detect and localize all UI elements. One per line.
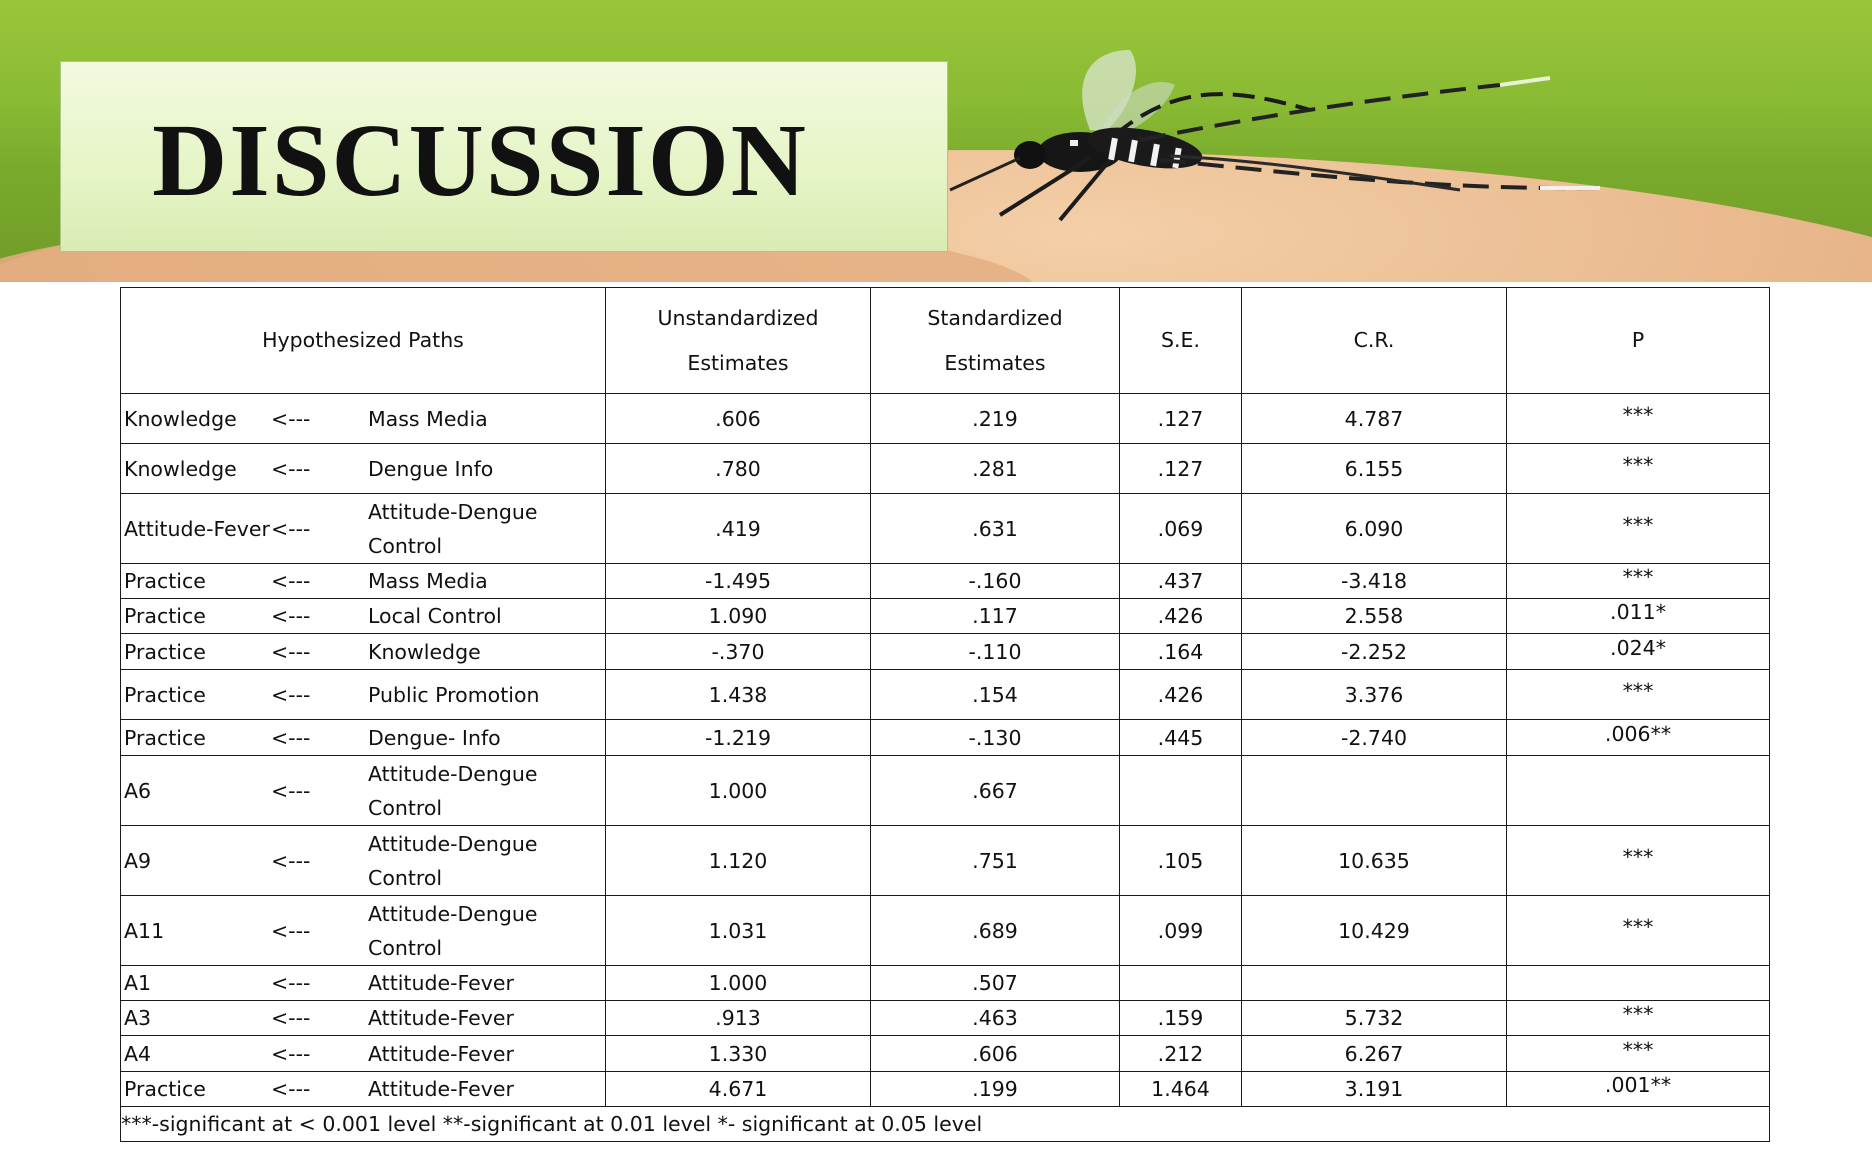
path-arrow: <---	[271, 971, 311, 995]
path-dependent-variable: A1	[124, 971, 152, 995]
path-cell	[121, 599, 606, 634]
cr-cell: 5.732	[1242, 1001, 1507, 1036]
unstandardized-estimate-cell: 1.000	[606, 756, 871, 826]
se-cell: .105	[1120, 826, 1242, 896]
path-arrow: <---	[271, 1041, 311, 1066]
unstandardized-estimate-cell: -.370	[606, 634, 871, 670]
cr-cell	[1242, 966, 1507, 1001]
se-cell: .437	[1120, 564, 1242, 599]
unstandardized-estimate-cell: 1.438	[606, 670, 871, 720]
p-value-cell	[1507, 966, 1770, 1001]
standardized-estimate-cell: .199	[871, 1072, 1120, 1107]
cr-cell: 3.376	[1242, 670, 1507, 720]
unstandardized-estimate-cell: 4.671	[606, 1072, 871, 1107]
unstandardized-estimate-cell: .780	[606, 444, 871, 494]
path-dependent-variable: Practice	[124, 1077, 206, 1101]
unstandardized-estimate-cell: .419	[606, 494, 871, 564]
path-arrow: <---	[271, 569, 311, 593]
standardized-estimate-cell: .117	[871, 599, 1120, 634]
p-value-cell: ***	[1507, 826, 1770, 896]
table-row	[121, 444, 1770, 494]
path-independent-variable: Mass Media	[368, 406, 488, 431]
p-value-cell: ***	[1507, 444, 1770, 494]
path-dependent-variable: Attitude-Fever	[124, 516, 270, 541]
table-row	[121, 756, 1770, 826]
path-cell	[121, 826, 606, 896]
table-row	[121, 1072, 1770, 1107]
path-dependent-variable: Practice	[124, 682, 206, 707]
unstandardized-estimate-cell: -1.219	[606, 720, 871, 756]
path-independent-variable: Attitude-Fever	[368, 1006, 514, 1030]
p-value-cell: ***	[1507, 670, 1770, 720]
unstandardized-estimate-cell: 1.031	[606, 896, 871, 966]
table-row	[121, 670, 1770, 720]
path-independent-variable: Knowledge	[368, 639, 481, 664]
p-value-cell	[1507, 756, 1770, 826]
slide-title: DISCUSSION	[152, 103, 808, 218]
table-row	[121, 1001, 1770, 1036]
path-cell	[121, 756, 606, 826]
p-value-cell: .011*	[1507, 599, 1770, 634]
path-arrow: <---	[271, 1077, 311, 1101]
se-cell: .212	[1120, 1036, 1242, 1072]
standardized-estimate-cell: -.110	[871, 634, 1120, 670]
se-cell: .445	[1120, 720, 1242, 756]
p-value-cell: ***	[1507, 896, 1770, 966]
path-dependent-variable: Practice	[124, 725, 206, 750]
p-value-cell: .001**	[1507, 1072, 1770, 1107]
cr-cell: 4.787	[1242, 394, 1507, 444]
cr-cell: -3.418	[1242, 564, 1507, 599]
se-cell: .164	[1120, 634, 1242, 670]
path-cell	[121, 1036, 606, 1072]
table-row	[121, 599, 1770, 634]
table-row	[121, 896, 1770, 966]
path-cell	[121, 966, 606, 1001]
path-cell	[121, 1001, 606, 1036]
se-cell: .159	[1120, 1001, 1242, 1036]
unstandardized-estimate-cell: 1.120	[606, 826, 871, 896]
se-cell	[1120, 756, 1242, 826]
standardized-estimate-cell: .606	[871, 1036, 1120, 1072]
unstandardized-estimate-cell: .913	[606, 1001, 871, 1036]
se-cell: 1.464	[1120, 1072, 1242, 1107]
path-arrow: <---	[271, 848, 311, 873]
standardized-estimate-cell: .751	[871, 826, 1120, 896]
path-independent-variable: Attitude-Fever	[368, 1077, 514, 1101]
path-independent-variable: Attitude-Dengue Control	[368, 901, 538, 960]
path-independent-variable: Attitude-Dengue Control	[368, 499, 538, 558]
cr-cell: 2.558	[1242, 599, 1507, 634]
se-cell: .127	[1120, 394, 1242, 444]
table-row	[121, 720, 1770, 756]
header-cr: C.R.	[1242, 288, 1507, 394]
cr-cell: 6.267	[1242, 1036, 1507, 1072]
p-value-cell: ***	[1507, 1036, 1770, 1072]
header-p: P	[1507, 288, 1770, 394]
se-cell	[1120, 966, 1242, 1001]
path-arrow: <---	[271, 456, 311, 481]
path-dependent-variable: Knowledge	[124, 456, 237, 481]
cr-cell: 3.191	[1242, 1072, 1507, 1107]
path-independent-variable: Mass Media	[368, 569, 488, 593]
path-dependent-variable: A11	[124, 918, 165, 943]
path-cell	[121, 634, 606, 670]
unstandardized-estimate-cell: 1.000	[606, 966, 871, 1001]
standardized-estimate-cell: .667	[871, 756, 1120, 826]
path-arrow: <---	[271, 918, 311, 943]
footnote-row	[121, 1107, 1770, 1142]
cr-cell: -2.252	[1242, 634, 1507, 670]
standardized-estimate-cell: .281	[871, 444, 1120, 494]
path-dependent-variable: A9	[124, 848, 152, 873]
cr-cell: 10.635	[1242, 826, 1507, 896]
header-standardized-estimates: Standardized Estimates	[871, 288, 1120, 394]
standardized-estimate-cell: .219	[871, 394, 1120, 444]
header-hypothesized-paths: Hypothesized Paths	[121, 288, 606, 394]
path-independent-variable: Attitude-Fever	[368, 971, 514, 995]
path-arrow: <---	[271, 516, 311, 541]
se-cell: .069	[1120, 494, 1242, 564]
path-independent-variable: Public Promotion	[368, 682, 540, 707]
unstandardized-estimate-cell: 1.090	[606, 599, 871, 634]
mosquito-illustration	[940, 40, 1620, 230]
path-arrow: <---	[271, 682, 311, 707]
path-cell	[121, 1072, 606, 1107]
path-cell	[121, 720, 606, 756]
p-value-cell: .024*	[1507, 634, 1770, 670]
results-table	[120, 287, 1770, 1142]
path-dependent-variable: Knowledge	[124, 406, 237, 431]
path-arrow: <---	[271, 1006, 311, 1030]
path-cell	[121, 564, 606, 599]
se-cell: .127	[1120, 444, 1242, 494]
p-value-cell: ***	[1507, 1001, 1770, 1036]
table-row	[121, 966, 1770, 1001]
cr-cell: 6.155	[1242, 444, 1507, 494]
path-independent-variable: Attitude-Fever	[368, 1041, 514, 1066]
path-arrow: <---	[271, 639, 311, 664]
path-independent-variable: Local Control	[368, 604, 502, 628]
se-cell: .099	[1120, 896, 1242, 966]
path-arrow: <---	[271, 778, 311, 803]
path-independent-variable: Dengue- Info	[368, 725, 501, 750]
table-row	[121, 826, 1770, 896]
p-value-cell: ***	[1507, 564, 1770, 599]
unstandardized-estimate-cell: -1.495	[606, 564, 871, 599]
header-unstandardized-estimates: Unstandardized Estimates	[606, 288, 871, 394]
standardized-estimate-cell: -.160	[871, 564, 1120, 599]
standardized-estimate-cell: .507	[871, 966, 1120, 1001]
path-cell	[121, 494, 606, 564]
path-cell	[121, 670, 606, 720]
table-header-row	[121, 288, 1770, 394]
path-independent-variable: Attitude-Dengue Control	[368, 831, 538, 890]
path-cell	[121, 444, 606, 494]
table-row	[121, 564, 1770, 599]
table-body	[121, 394, 1770, 1107]
header-se: S.E.	[1120, 288, 1242, 394]
table-row	[121, 634, 1770, 670]
standardized-estimate-cell: .154	[871, 670, 1120, 720]
standardized-estimate-cell: .463	[871, 1001, 1120, 1036]
path-arrow: <---	[271, 406, 311, 431]
path-dependent-variable: Practice	[124, 604, 206, 628]
p-value-cell: ***	[1507, 394, 1770, 444]
table-row	[121, 494, 1770, 564]
unstandardized-estimate-cell: .606	[606, 394, 871, 444]
title-box	[60, 61, 948, 252]
path-independent-variable: Attitude-Dengue Control	[368, 761, 538, 820]
cr-cell: 10.429	[1242, 896, 1507, 966]
path-dependent-variable: A4	[124, 1041, 152, 1066]
path-dependent-variable: Practice	[124, 569, 206, 593]
p-value-cell: ***	[1507, 494, 1770, 564]
path-cell	[121, 896, 606, 966]
path-independent-variable: Dengue Info	[368, 456, 494, 481]
se-cell: .426	[1120, 599, 1242, 634]
cr-cell: -2.740	[1242, 720, 1507, 756]
path-cell	[121, 394, 606, 444]
standardized-estimate-cell: -.130	[871, 720, 1120, 756]
cr-cell: 6.090	[1242, 494, 1507, 564]
banner-image	[0, 0, 1872, 282]
path-arrow: <---	[271, 725, 311, 750]
standardized-estimate-cell: .689	[871, 896, 1120, 966]
table-row	[121, 1036, 1770, 1072]
path-arrow: <---	[271, 604, 311, 628]
path-dependent-variable: A6	[124, 778, 152, 803]
standardized-estimate-cell: .631	[871, 494, 1120, 564]
significance-footnote: ***-significant at < 0.001 level **-significant at 0.01 level *- significant at 0.05 level	[121, 1107, 1770, 1142]
unstandardized-estimate-cell: 1.330	[606, 1036, 871, 1072]
path-dependent-variable: A3	[124, 1006, 152, 1030]
path-dependent-variable: Practice	[124, 639, 206, 664]
cr-cell	[1242, 756, 1507, 826]
p-value-cell: .006**	[1507, 720, 1770, 756]
se-cell: .426	[1120, 670, 1242, 720]
table-row	[121, 394, 1770, 444]
